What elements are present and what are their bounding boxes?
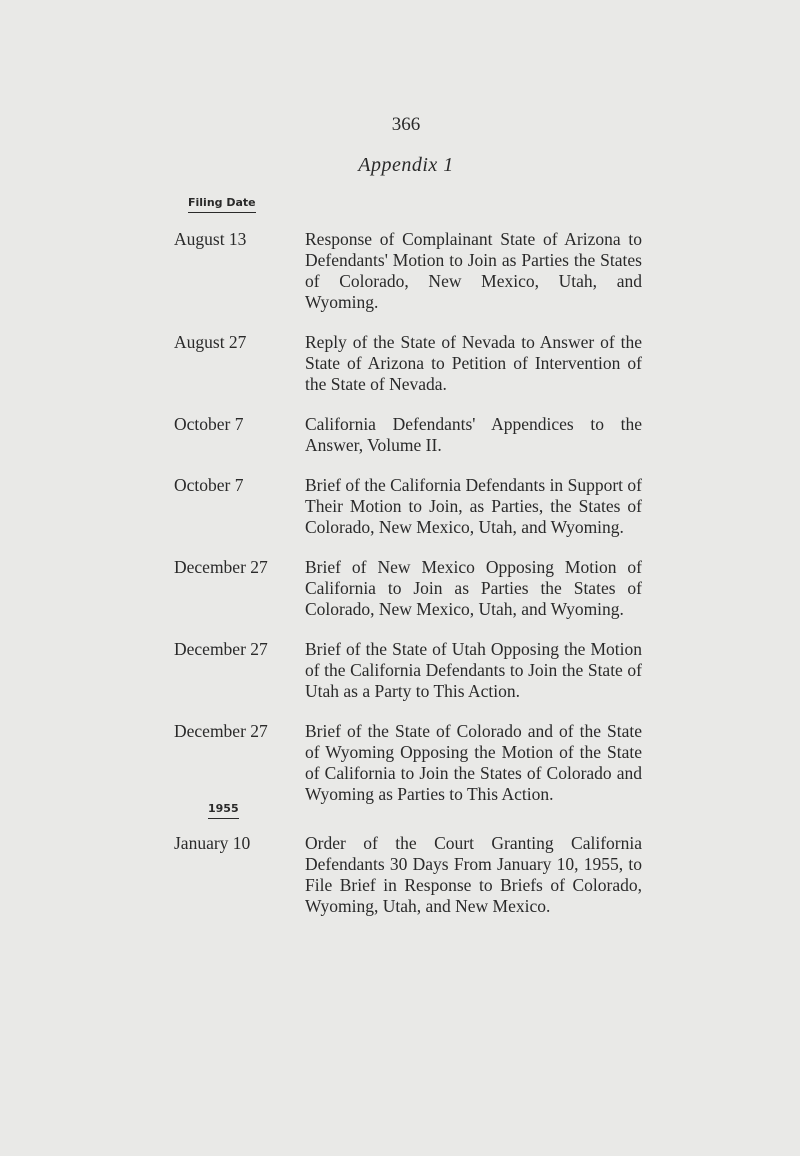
filing-description: California Defendants' Appendices to the Answer, Volume II. xyxy=(305,414,642,455)
filing-date: December 27 xyxy=(174,721,268,741)
filing-entry xyxy=(174,639,644,702)
filing-date: December 27 xyxy=(174,639,268,659)
filing-entry xyxy=(174,475,644,538)
appendix-title: Appendix 1 xyxy=(358,154,454,176)
filing-date: December 27 xyxy=(174,557,268,577)
filing-date: August 27 xyxy=(174,332,247,352)
filing-description: Brief of the California Defendants in Support of Their Motion to Join, as Parties, the States of Colorado, New Mexico, Utah, and Wyoming. xyxy=(305,475,642,537)
year-header: 1955 xyxy=(208,802,239,819)
filing-entry xyxy=(174,721,644,805)
filing-description: Reply of the State of Nevada to Answer of the State of Arizona to Petition of Intervention of the State of Nevada. xyxy=(305,332,642,394)
filing-entry xyxy=(174,332,644,395)
filing-description: Brief of the State of Colorado and of the State of Wyoming Opposing the Motion of the State of California to Join the States of Colorado and Wyoming as Parties to This Action. xyxy=(305,721,642,804)
filing-description: Brief of New Mexico Opposing Motion of California to Join as Parties the States of Colorado, New Mexico, Utah, and Wyoming. xyxy=(305,557,642,619)
filing-entries-list xyxy=(174,229,644,824)
filing-date: January 10 xyxy=(174,833,251,853)
filing-entry xyxy=(174,414,644,456)
filing-entry xyxy=(174,557,644,620)
filing-description: Order of the Court Granting California Defendants 30 Days From January 10, 1955, to File Brief in Response to Briefs of Colorado, Wyoming, Utah, and New Mexico. xyxy=(305,833,642,916)
filing-entries-1955-list xyxy=(174,833,644,936)
filing-description: Brief of the State of Utah Opposing the Motion of the California Defendants to Join the State of Utah as a Party to This Action. xyxy=(305,639,642,701)
filing-date: October 7 xyxy=(174,475,244,495)
filing-date: October 7 xyxy=(174,414,244,434)
filing-entry xyxy=(174,229,644,313)
page-number: 366 xyxy=(391,114,421,135)
filing-date: August 13 xyxy=(174,229,247,249)
filing-entry xyxy=(174,833,644,917)
filing-date-header: Filing Date xyxy=(188,196,256,213)
filing-description: Response of Complainant State of Arizona to Defendants' Motion to Join as Parties the States of Colorado, New Mexico, Utah, and Wyoming. xyxy=(305,229,642,312)
